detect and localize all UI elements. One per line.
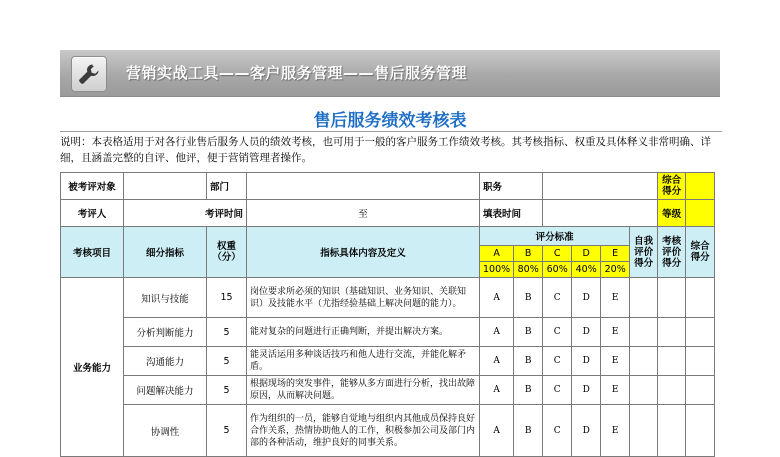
percent-e: 20% [601,262,630,278]
option-d[interactable]: D [572,376,601,405]
grade-input[interactable] [686,200,715,227]
fill-time-label: 填表时间 [480,200,543,227]
sub-indicator: 协调性 [124,405,207,457]
percent-c: 60% [543,262,572,278]
weight-value: 5 [207,318,247,347]
option-d[interactable]: D [572,405,601,457]
indicator-definition: 岗位要求所必须的知识（基础知识、业务知识、关联知识）及技能水平（尤指经验基础上解决问题的能力）。 [247,278,480,318]
grade-e-header: E [601,246,630,262]
description-text: 说明：本表格适用于对各行业售后服务人员的绩效考核，也可用于一般的客户服务工作绩效考核。其考核指标、权重及具体释义非常明确、详细，且涵盖完整的自评、他评，便于营销管理者操作。 [60,136,711,164]
table-row [61,347,715,376]
grade-d-header: D [572,246,601,262]
sub-indicator: 沟通能力 [124,347,207,376]
document-title: 售后服务绩效考核表 [313,111,467,131]
header-item: 考核项目 [61,227,124,278]
self-score-input[interactable] [630,278,658,318]
option-d[interactable]: D [572,318,601,347]
header-scoring-standard: 评分标准 [480,227,630,246]
table-row [61,278,715,318]
wrench-icon [77,62,101,86]
reviewer-label: 考评人 [61,200,124,227]
evaluation-sheet [60,172,715,457]
header-review-score: 考核评价得分 [658,227,686,278]
self-score-input[interactable] [630,405,658,457]
percent-d: 40% [572,262,601,278]
table-row [61,405,715,457]
review-score-input[interactable] [658,347,686,376]
grade-b-header: B [514,246,543,262]
review-score-input[interactable] [658,405,686,457]
header-total-score: 综合得分 [686,227,715,278]
option-b[interactable]: B [514,347,543,376]
total-score-cell[interactable] [686,318,715,347]
header-content: 指标具体内容及定义 [247,227,480,278]
header-weight: 权重（分） [207,227,247,278]
composite-score-label: 综合得分 [658,173,686,200]
option-e[interactable]: E [601,376,630,405]
option-a[interactable]: A [480,278,514,318]
review-time-label: 考评时间 [124,200,247,227]
option-b[interactable]: B [514,318,543,347]
weight-value: 5 [207,405,247,457]
indicator-definition: 能灵活运用多种谈话技巧和他人进行交流，并能化解矛盾。 [247,347,480,376]
table-row [61,376,715,405]
self-score-input[interactable] [630,318,658,347]
sub-indicator: 问题解决能力 [124,376,207,405]
indicator-definition: 能对复杂的问题进行正确判断，并提出解决方案。 [247,318,480,347]
reviewee-input[interactable] [124,173,207,200]
wrench-icon-box [71,56,107,92]
option-e[interactable]: E [601,278,630,318]
position-label: 职务 [480,173,543,200]
grade-c-header: C [543,246,572,262]
self-score-input[interactable] [630,347,658,376]
header-sub-indicator: 细分指标 [124,227,207,278]
fill-time-input[interactable] [543,200,658,227]
self-score-input[interactable] [630,376,658,405]
percent-b: 80% [514,262,543,278]
option-b[interactable]: B [514,376,543,405]
total-score-cell[interactable] [686,278,715,318]
tool-banner [60,50,720,97]
indicator-definition: 根据现场的突发事件，能够从多方面进行分析，找出故障原因，从而解决问题。 [247,376,480,405]
option-e[interactable]: E [601,405,630,457]
grade-label: 等级 [658,200,686,227]
weight-value: 5 [207,376,247,405]
department-label: 部门 [207,173,247,200]
option-d[interactable]: D [572,278,601,318]
option-b[interactable]: B [514,278,543,318]
option-a[interactable]: A [480,318,514,347]
review-score-input[interactable] [658,318,686,347]
option-a[interactable]: A [480,405,514,457]
header-self-score: 自我评价得分 [630,227,658,278]
section-name: 业务能力 [61,278,124,457]
review-time-range[interactable]: 至 [247,200,480,227]
option-b[interactable]: B [514,405,543,457]
indicator-definition: 作为组织的一员，能够自觉地与组织内其他成员保持良好合作关系，热情协助他人的工作，积极参加公司及部门内部的各种活动，维护良好的同事关系。 [247,405,480,457]
reviewee-label: 被考评对象 [61,173,124,200]
option-a[interactable]: A [480,376,514,405]
table-row [61,318,715,347]
banner-title: 营销实战工具——客户服务管理——售后服务管理 [126,64,468,82]
option-c[interactable]: C [543,405,572,457]
option-e[interactable]: E [601,318,630,347]
option-e[interactable]: E [601,347,630,376]
sub-indicator: 分析判断能力 [124,318,207,347]
option-c[interactable]: C [543,278,572,318]
review-score-input[interactable] [658,376,686,405]
sub-indicator: 知识与技能 [124,278,207,318]
option-a[interactable]: A [480,347,514,376]
total-score-cell[interactable] [686,405,715,457]
composite-score-input[interactable] [686,173,715,200]
total-score-cell[interactable] [686,347,715,376]
department-input[interactable] [247,173,480,200]
total-score-cell[interactable] [686,376,715,405]
grade-a-header: A [480,246,514,262]
weight-value: 15 [207,278,247,318]
review-score-input[interactable] [658,278,686,318]
option-d[interactable]: D [572,347,601,376]
percent-a: 100% [480,262,514,278]
description-divider [60,131,722,132]
weight-value: 5 [207,347,247,376]
option-c[interactable]: C [543,376,572,405]
position-input[interactable] [543,173,658,200]
option-c[interactable]: C [543,347,572,376]
option-c[interactable]: C [543,318,572,347]
